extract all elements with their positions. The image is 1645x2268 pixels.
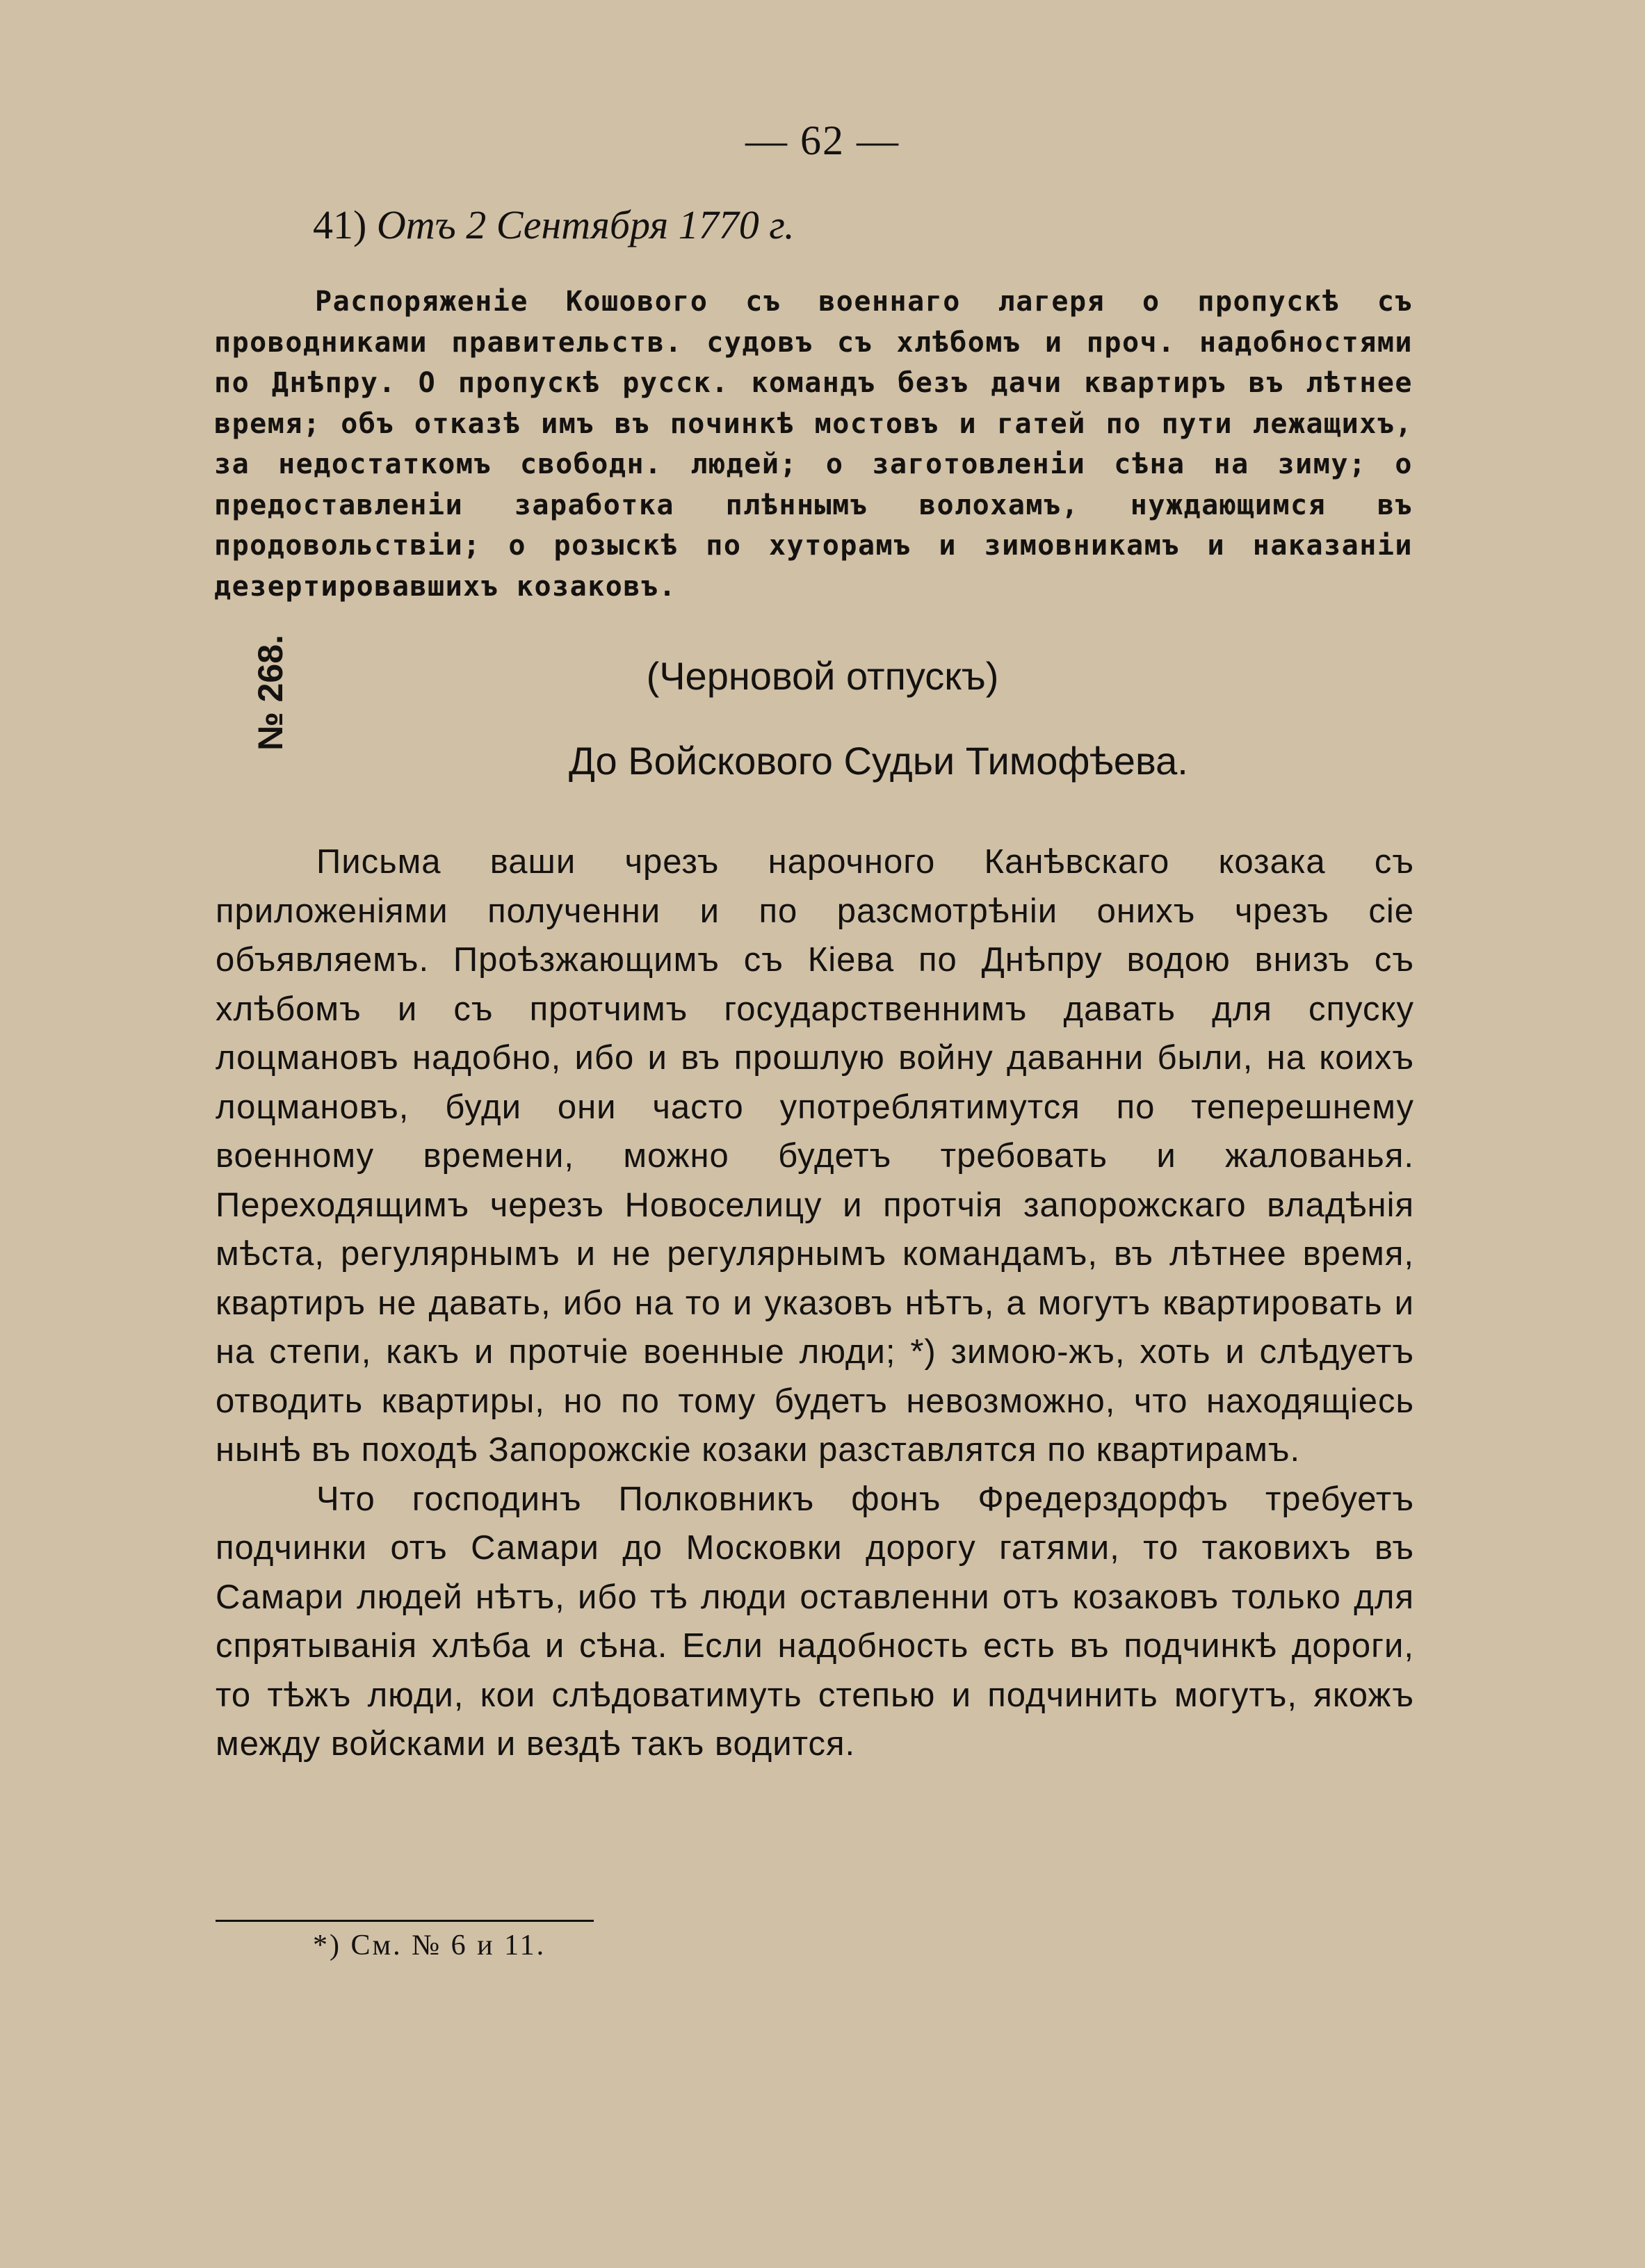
document-heading-date: Отъ 2 Сентября 1770 г. [376, 202, 795, 247]
document-summary: Распоряженіе Кошового съ военнаго лагеря о пропускѣ съ проводниками правительств. судовъ съ хлѣбомъ и проч. надобностями по Днѣпру. О пропускѣ русск. командъ безъ дачи квартиръ въ лѣтнее время; объ отказѣ имъ въ починкѣ мостовъ и гатей по пути лежащихъ, за недостаткомъ свободн. людей; о заготовленіи сѣна на зиму; о предоставленіи заработка плѣннымъ волохамъ, нуждающимся въ продовольствіи; о розыскѣ по хуторамъ и зимовникамъ и наказаніи дезертировавшихъ козаковъ. [214, 286, 1413, 603]
document-number: № 268. [251, 635, 290, 751]
document-heading-number: 41) [313, 202, 367, 247]
letter-paragraph: Письма ваши чрезъ нарочного Канѣвскаго козака съ приложеніями полученни и по разсмотрѣніи онихъ чрезъ сіе объявляемъ. Проѣзжающимъ съ Кіева по Днѣпру водою внизъ съ хлѣбомъ и съ протчимъ государственнимъ давать для спуску лоцмановъ надобно, ибо и въ прошлую войну даванни были, на коихъ лоцмановъ, буди они часто употреблятимутся по теперешнему военному времени, можно будетъ требовать и жалованья. Переходящимъ черезъ Новоселицу и протчія запорожскаго владѣнія мѣста, регулярнымъ и не регулярнымъ командамъ, въ лѣтнее время, квартиръ не давать, ибо на то и указовъ нѣтъ, а могутъ квартировать и на степи, какъ и протчіе военные люди; *) зимою-жъ, хоть и слѣдуетъ отводить квартиры, но по тому будетъ невозможно, что находящіесь нынѣ въ походѣ Запорожскіе козаки разставлятся по квартирамъ. [216, 843, 1414, 1469]
addressee: До Войскового Судьи Тимофѣева. [569, 739, 1188, 783]
page-number: — 62 — [745, 117, 900, 163]
footnote-divider [216, 1920, 594, 1922]
letter-body [216, 838, 1414, 1769]
footnote: *) См. № 6 и 11. [313, 1930, 546, 1961]
draft-label: (Черновой отпускъ) [646, 654, 999, 698]
letter-paragraph: Что господинъ Полковникъ фонъ Фредерздорфъ требуетъ подчинки отъ Самари до Московки дорогу гатями, то таковихъ въ Самари людей нѣтъ, ибо тѣ люди оставленни отъ козаковъ только для спрятыванія хлѣба и сѣна. Если надобность есть въ подчинкѣ дороги, то тѣжъ люди, кои слѣдоватимуть степью и подчинить могутъ, якожъ между войсками и вездѣ такъ водится. [216, 1480, 1414, 1763]
document-heading [313, 202, 795, 248]
